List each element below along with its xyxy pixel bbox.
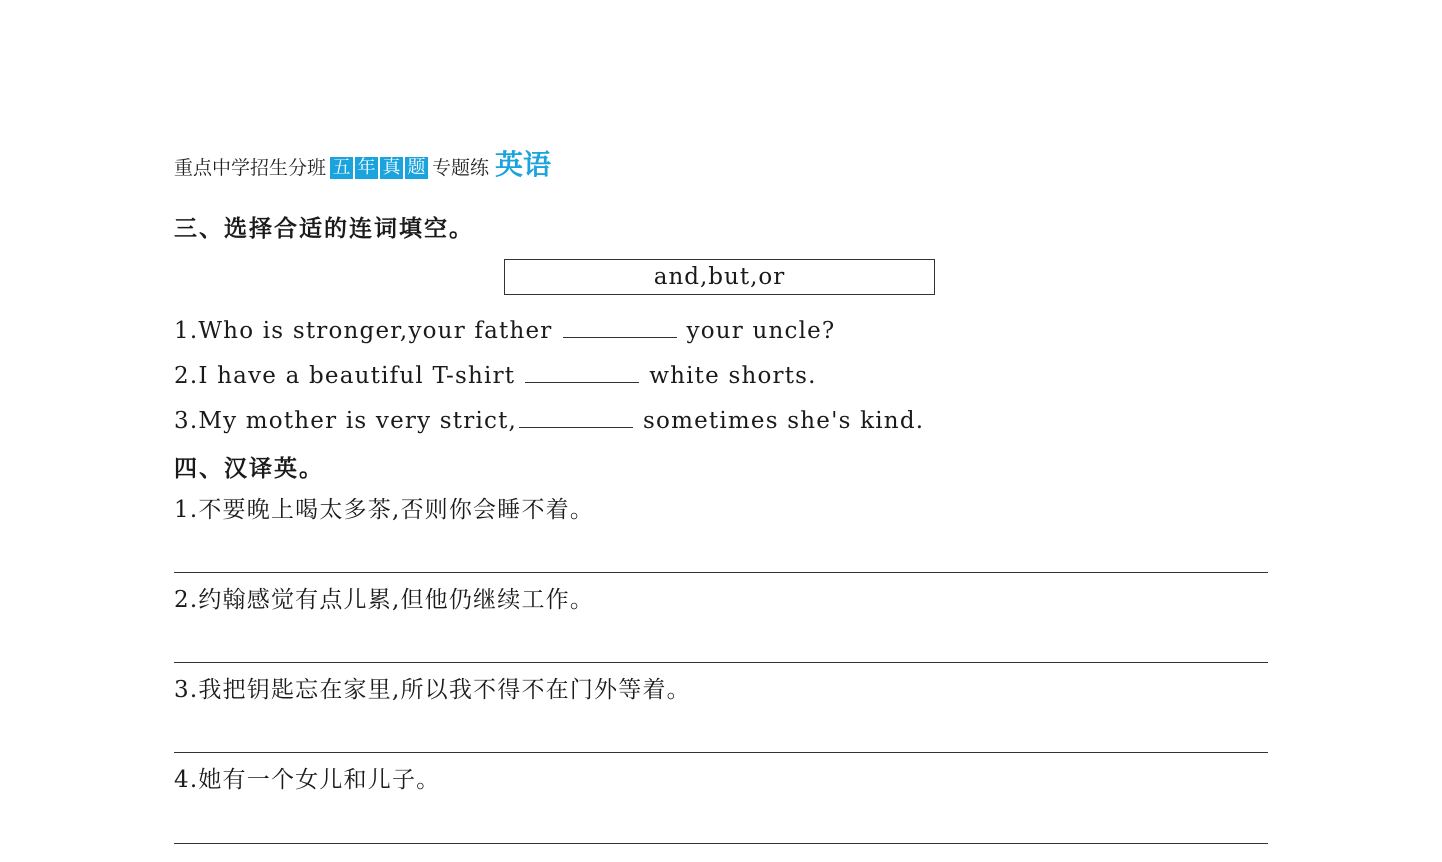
- question-text: your uncle?: [686, 318, 836, 344]
- section-four-title: 四、汉译英。: [174, 456, 324, 482]
- page-header: [174, 140, 551, 180]
- translation-prompt: 3.我把钥匙忘在家里,所以我不得不在门外等着。: [174, 677, 691, 703]
- fill-in-blank[interactable]: [519, 405, 633, 428]
- question-text: 1.Who is stronger,your father: [174, 318, 553, 344]
- question-text: white shorts.: [649, 363, 817, 389]
- translation-item-3: [174, 675, 691, 705]
- answer-line[interactable]: [174, 662, 1268, 663]
- header-badge: 题: [405, 157, 428, 179]
- header-prefix: 重点中学招生分班: [174, 157, 327, 179]
- answer-line[interactable]: [174, 752, 1268, 753]
- translation-prompt: 2.约翰感觉有点儿累,但他仍继续工作。: [174, 587, 595, 613]
- answer-line[interactable]: [174, 843, 1268, 844]
- header-badge: 真: [380, 157, 403, 179]
- translation-prompt: 1.不要晚上喝太多茶,否则你会睡不着。: [174, 497, 595, 523]
- word-box: and,but,or: [504, 259, 935, 295]
- header-badge: 五: [330, 157, 353, 179]
- question-3: [174, 405, 924, 436]
- translation-prompt: 4.她有一个女儿和儿子。: [174, 767, 441, 793]
- translation-item-2: [174, 585, 594, 615]
- fill-in-blank[interactable]: [563, 315, 677, 338]
- translation-item-1: [174, 495, 594, 525]
- fill-in-blank[interactable]: [525, 360, 639, 383]
- answer-line[interactable]: [174, 572, 1268, 573]
- header-badges: [330, 157, 428, 180]
- question-text: sometimes she's kind.: [643, 408, 925, 434]
- question-text: 2.I have a beautiful T-shirt: [174, 363, 516, 389]
- header-subject: 英语: [495, 148, 552, 181]
- question-1: [174, 315, 835, 346]
- section-three-title: 三、选择合适的连词填空。: [174, 216, 474, 242]
- translation-item-4: [174, 765, 440, 795]
- header-suffix: 专题练: [432, 157, 490, 179]
- question-text: 3.My mother is very strict,: [174, 408, 518, 434]
- question-2: [174, 360, 817, 391]
- header-badge: 年: [355, 157, 378, 179]
